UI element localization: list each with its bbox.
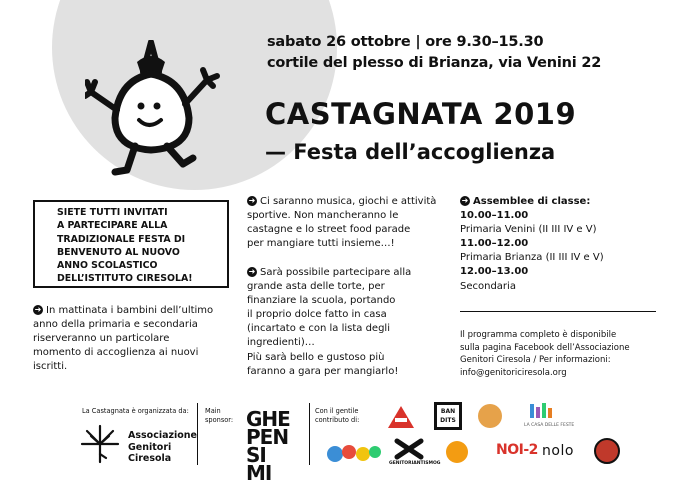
paragraph-line: il proprio dolce fatto in casa (247, 309, 387, 321)
paragraph-line: faranno a gara per mangiarlo! (247, 365, 399, 377)
paragraph-line: anno della primaria e secondaria (33, 319, 198, 331)
main-sponsor-line: Main (205, 407, 221, 415)
page-title: CASTAGNATA 2019 (265, 97, 577, 131)
sun-tree-logo (80, 424, 120, 464)
association-line: Genitori (128, 441, 172, 453)
logo-text: SI (246, 443, 266, 467)
schedule-time: 10.00–11.00 (460, 210, 529, 222)
info-line: sulla pagina Facebook dell’Associazione (460, 342, 630, 353)
association-name (128, 430, 197, 465)
paragraph-line: castagne e lo street food parade (247, 224, 411, 236)
paragraph-line: (incartato e con la lista degli (247, 323, 390, 335)
contributors-label (315, 407, 359, 425)
arrow-right-icon: ➜ (248, 267, 256, 276)
auction-paragraph (247, 266, 411, 379)
logo-text: PEN (246, 425, 289, 449)
main-sponsor-line: sponsor: (205, 416, 234, 424)
red-triangle-logo (386, 404, 416, 430)
logo-text: MI (246, 461, 272, 485)
paragraph-line: grande asta delle torte, per (247, 281, 385, 293)
paragraph-line: per mangiare tutti insieme…! (247, 238, 395, 250)
paragraph-line: ingredienti)… (247, 337, 315, 349)
morning-paragraph (33, 304, 213, 374)
paragraph-line: iscritti. (33, 361, 68, 373)
info-line: Il programma completo è disponibile (460, 330, 617, 340)
bandits-logo: BAN DITS (434, 402, 462, 430)
page-subtitle: — Festa dell’accoglienza (265, 140, 556, 164)
casa-delle-feste-label: LA CASA DELLE FESTE (524, 423, 575, 428)
event-location: cortile del plesso di Brianza, via Venini 22 (267, 55, 602, 71)
genitori-antismog-label: GENITORIANTISMOG (389, 461, 441, 466)
paragraph-line: riserveranno un particolare (33, 333, 170, 345)
schedule-class: Secondaria (460, 280, 516, 292)
class-meetings-schedule (460, 195, 604, 294)
colorful-event-logo (323, 440, 383, 466)
round-red-badge-logo (594, 438, 620, 464)
chestnut-mascot-illustration (85, 40, 225, 180)
contributors-line: contributo di: (315, 416, 360, 424)
invitation-line: A PARTECIPARE ALLA (57, 220, 168, 232)
paragraph-line: Più sarà bello e gustoso più (247, 351, 385, 363)
info-paragraph (460, 329, 630, 379)
paragraph-line: In mattinata i bambini dell’ultimo (46, 305, 214, 316)
schedule-class: Primaria Brianza (II III IV e V) (460, 252, 604, 264)
footer-divider (309, 403, 310, 465)
schedule-header: Assemblee di classe: (473, 196, 591, 207)
schedule-time: 11.00–12.00 (460, 238, 529, 250)
arrow-right-icon: ➜ (461, 196, 469, 205)
nolo-logo: nolo (542, 443, 574, 459)
logo-text: GHE (246, 407, 290, 431)
main-sponsor-label (205, 407, 233, 425)
info-line: Genitori Ciresola / Per informazioni: (460, 355, 611, 365)
genitori-antismog-logo (392, 438, 426, 460)
orange-badge-logo (446, 441, 468, 463)
invitation-box (33, 200, 229, 288)
activities-paragraph (247, 195, 436, 251)
event-date-time: sabato 26 ottobre | ore 9.30–15.30 (267, 34, 544, 50)
invitation-line: SIETE TUTTI INVITATI (57, 207, 168, 218)
invitation-line: DELL’ISTITUTO CIRESOLA! (57, 273, 193, 285)
contributors-line: Con il gentile (315, 407, 359, 415)
info-email[interactable]: info@genitoriciresola.org (460, 367, 567, 378)
footer-divider (197, 403, 198, 465)
schedule-class: Primaria Venini (II III IV e V) (460, 224, 597, 236)
invitation-line: BENVENUTO AL NUOVO (57, 246, 180, 258)
divider (460, 311, 656, 312)
noi2-logo: NOI-2 (496, 442, 538, 458)
ghe-pensi-mi-logo (246, 407, 290, 485)
association-line: Ciresola (128, 453, 172, 464)
schedule-time: 12.00–13.00 (460, 266, 529, 278)
invitation-line: ANNO SCOLASTICO (57, 260, 158, 272)
organized-by-label: La Castagnata è organizzata da: (82, 407, 189, 415)
paragraph-line: Sarà possibile partecipare alla (260, 267, 412, 278)
paragraph-line: Ci saranno musica, giochi e attività (260, 196, 437, 207)
arrow-right-icon: ➜ (248, 196, 256, 205)
circular-badge-logo (478, 404, 502, 428)
paragraph-line: momento di accoglienza ai nuovi (33, 347, 199, 359)
paragraph-line: sportive. Non mancheranno le (247, 210, 399, 222)
association-line: Associazione (128, 430, 198, 441)
invitation-line: TRADIZIONALE FESTA DI (57, 233, 186, 245)
paragraph-line: finanziare la scuola, portando (247, 295, 396, 307)
arrow-right-icon: ➜ (34, 305, 42, 314)
